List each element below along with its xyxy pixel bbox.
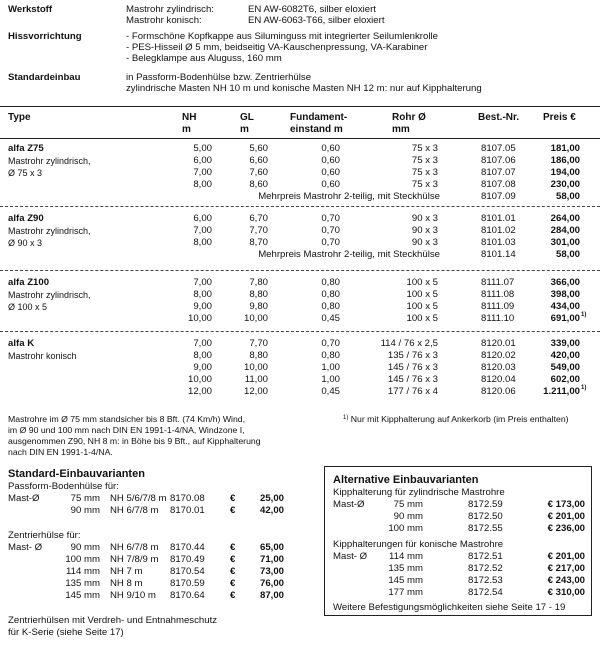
cell-fundament: 0,60 bbox=[321, 166, 340, 178]
table-row bbox=[0, 143, 600, 155]
row-nr: 8170.64 bbox=[170, 590, 205, 601]
group-divider bbox=[0, 270, 600, 271]
cell-nh: 5,00 bbox=[193, 143, 212, 154]
mast-label: Mast-Ø bbox=[8, 493, 40, 504]
cell-gl: 8,60 bbox=[249, 178, 268, 190]
cell-rohr: 177 / 76 x 4 bbox=[387, 385, 438, 397]
row-price: € 243,00 bbox=[547, 575, 585, 586]
cell-preis: 284,00 bbox=[550, 224, 580, 236]
alternative-row bbox=[333, 575, 589, 587]
row-currency: € bbox=[230, 493, 236, 504]
standard-row bbox=[8, 554, 308, 566]
cell-nh: 6,00 bbox=[193, 154, 212, 166]
row-price: 65,00 bbox=[259, 542, 284, 553]
standard-row bbox=[8, 493, 308, 505]
standard-note: für K-Serie (siehe Seite 17) bbox=[8, 627, 124, 638]
cell-best-nr: 8120.01 bbox=[481, 338, 516, 349]
group-name: alfa Z75 bbox=[8, 143, 44, 154]
col-nh: NH bbox=[182, 112, 197, 123]
row-nh: NH 7/8/9 m bbox=[110, 554, 159, 565]
row-nr: 8170.44 bbox=[170, 542, 205, 553]
cell-rohr: 145 / 76 x 3 bbox=[387, 373, 438, 385]
cell-fundament: 1,00 bbox=[321, 373, 340, 385]
cell-nh: 9,00 bbox=[193, 300, 212, 312]
alternative-box bbox=[324, 466, 592, 616]
cell-gl: 6,70 bbox=[249, 213, 268, 224]
cell-preis: 58,00 bbox=[555, 190, 580, 202]
row-price: 73,00 bbox=[259, 566, 284, 577]
cell-best-nr: 8120.04 bbox=[481, 373, 516, 385]
mast-label: Mast-Ø bbox=[333, 499, 365, 510]
col-best-nr: Best.-Nr. bbox=[478, 112, 520, 123]
cell-fundament: 0,70 bbox=[321, 224, 340, 236]
cell-preis: 420,00 bbox=[550, 349, 580, 361]
row-size: 145 mm bbox=[388, 575, 423, 586]
table-row bbox=[0, 362, 600, 374]
spec-value: Mastrohr konisch: bbox=[126, 15, 202, 26]
spec-value: - Formschöne Kopfkappe aus Siluminguss mit integrierter Seilumlenkrolle bbox=[126, 31, 438, 42]
table-header-rule bbox=[0, 138, 600, 139]
cell-rohr: 75 x 3 bbox=[411, 143, 438, 154]
spec-label: Standardeinbau bbox=[8, 72, 81, 83]
row-size: 135 mm bbox=[388, 563, 423, 574]
row-nr: 8170.49 bbox=[170, 554, 205, 565]
group-desc: Ø 75 x 3 bbox=[8, 168, 43, 178]
spec-label: Hissvorrichtung bbox=[8, 31, 82, 42]
cell-best-nr: 8111.07 bbox=[481, 277, 515, 288]
row-size: 90 mm bbox=[70, 542, 100, 553]
group-divider bbox=[0, 331, 600, 332]
cell-nh: 8,00 bbox=[193, 236, 212, 248]
col-rohr-unit: mm bbox=[392, 124, 410, 135]
group-desc: Mastrohr zylindrisch, bbox=[8, 156, 91, 166]
cell-preis: 691,00 bbox=[550, 312, 580, 324]
table-row bbox=[0, 179, 600, 191]
footnote-left bbox=[8, 414, 261, 458]
cell-rohr: 100 x 5 bbox=[406, 300, 438, 312]
spec-value: EN AW-6082T6, silber eloxiert bbox=[248, 4, 376, 15]
cell-preis: 339,00 bbox=[550, 338, 580, 349]
table-row bbox=[0, 289, 600, 301]
col-rohr: Rohr Ø bbox=[392, 112, 426, 123]
group-desc: Ø 90 x 3 bbox=[8, 238, 43, 248]
table-row-extra bbox=[0, 191, 600, 203]
cell-gl: 11,00 bbox=[244, 373, 268, 385]
footnote-text: Nur mit Kipphalterung auf Ankerkorb (im Preis enthalten) bbox=[350, 414, 569, 424]
cell-nh: 8,00 bbox=[193, 178, 212, 190]
row-currency: € bbox=[230, 554, 236, 565]
standard-row bbox=[8, 542, 308, 554]
spec-value: EN AW-6063-T66, silber eloxiert bbox=[248, 15, 385, 26]
row-price: € 236,00 bbox=[547, 523, 585, 534]
table-row bbox=[0, 225, 600, 237]
cell-preis: 194,00 bbox=[550, 166, 580, 178]
row-size: 135 mm bbox=[65, 578, 100, 589]
cell-preis: 398,00 bbox=[550, 288, 580, 300]
cell-fundament: 0,45 bbox=[321, 312, 340, 324]
table-row bbox=[0, 338, 600, 350]
row-price: 76,00 bbox=[259, 578, 284, 589]
row-nr: 8172.55 bbox=[468, 523, 503, 534]
cell-nh: 10,00 bbox=[187, 312, 212, 324]
cell-fundament: 0,80 bbox=[321, 277, 340, 288]
cell-rohr: 135 / 76 x 3 bbox=[387, 349, 438, 361]
row-nh: NH 6/7/8 m bbox=[110, 542, 159, 553]
cell-fundament: 0,70 bbox=[321, 213, 340, 224]
row-size: 90 mm bbox=[393, 511, 423, 522]
col-nh-unit: m bbox=[182, 124, 191, 135]
footnote-line: im Ø 90 und 100 mm nach DIN EN 1991-1-4/NA, Windzone I, bbox=[8, 425, 245, 435]
cell-rohr: 90 x 3 bbox=[411, 236, 438, 248]
cell-rohr: 145 / 76 x 3 bbox=[387, 361, 438, 373]
spec-value: - Belegklampe aus Aluguss, 160 mm bbox=[126, 53, 282, 64]
cell-preis: 434,00 bbox=[550, 300, 580, 312]
spec-value: in Passform-Bodenhülse bzw. Zentrierhülse bbox=[126, 72, 312, 83]
cell-best-nr: 8107.06 bbox=[481, 154, 516, 166]
group-desc: Mastrohr zylindrisch, bbox=[8, 290, 91, 300]
alternative-sub-kon: Kipphalterungen für konische Mastrohre bbox=[333, 539, 504, 550]
cell-preis: 602,00 bbox=[550, 373, 580, 385]
row-nr: 8170.08 bbox=[170, 493, 205, 504]
row-nh: NH 6/7/8 m bbox=[110, 505, 159, 516]
cell-gl: 7,70 bbox=[249, 338, 268, 349]
cell-fundament: 0,60 bbox=[321, 178, 340, 190]
row-price: € 217,00 bbox=[547, 563, 585, 574]
alternative-row bbox=[333, 587, 589, 599]
table-row bbox=[0, 167, 600, 179]
cell-rohr: 100 x 5 bbox=[406, 312, 438, 324]
row-size: 100 mm bbox=[65, 554, 100, 565]
cell-gl: 8,80 bbox=[249, 349, 268, 361]
cell-fundament: 0,60 bbox=[321, 143, 340, 154]
row-nr: 8172.50 bbox=[468, 511, 503, 522]
alternative-row bbox=[333, 523, 589, 535]
cell-best-nr: 8107.05 bbox=[481, 143, 516, 154]
alternative-title: Alternative Einbauvarianten bbox=[333, 474, 479, 486]
row-nh: NH 7 m bbox=[110, 566, 143, 577]
cell-best-nr: 8111.09 bbox=[481, 300, 515, 312]
cell-rohr: 90 x 3 bbox=[411, 213, 438, 224]
row-nr: 8172.54 bbox=[468, 587, 503, 598]
cell-nh: 12,00 bbox=[187, 385, 212, 397]
row-price: € 310,00 bbox=[547, 587, 585, 598]
cell-rohr: 75 x 3 bbox=[411, 154, 438, 166]
row-price: € 201,00 bbox=[547, 511, 585, 522]
spec-value: Mastrohr zylindrisch: bbox=[126, 4, 214, 15]
cell-gl: 7,70 bbox=[249, 224, 268, 236]
alternative-sub-zyl: Kipphalterung für zylindrische Mastrohre bbox=[333, 487, 505, 498]
row-currency: € bbox=[230, 578, 236, 589]
col-gl: GL bbox=[240, 112, 254, 123]
cell-rohr: 114 / 76 x 2,5 bbox=[380, 338, 438, 349]
row-size: 90 mm bbox=[70, 505, 100, 516]
cell-fundament: 0,70 bbox=[321, 236, 340, 248]
footnote-line: nach DIN EN 1991-1-4/NA. bbox=[8, 447, 113, 457]
cell-fundament: 0,60 bbox=[321, 154, 340, 166]
cell-fundament: 0,70 bbox=[321, 338, 340, 349]
row-size: 100 mm bbox=[388, 523, 423, 534]
cell-best-nr: 8107.08 bbox=[481, 178, 516, 190]
cell-best-nr: 8101.01 bbox=[481, 213, 516, 224]
cell-nh: 10,00 bbox=[187, 373, 212, 385]
row-nr: 8170.59 bbox=[170, 578, 205, 589]
cell-gl: 8,80 bbox=[249, 288, 268, 300]
standard-sub-zentrier: Zentrierhülse für: bbox=[8, 530, 81, 541]
table-row bbox=[0, 374, 600, 386]
cell-nh: 8,00 bbox=[193, 349, 212, 361]
col-preis: Preis € bbox=[543, 112, 576, 123]
mast-label: Mast- Ø bbox=[8, 542, 43, 553]
standard-row bbox=[8, 590, 308, 602]
cell-nh: 7,00 bbox=[193, 338, 212, 349]
row-nr: 8172.53 bbox=[468, 575, 503, 586]
table-row-extra bbox=[0, 249, 600, 261]
cell-preis: 264,00 bbox=[550, 213, 580, 224]
group-name: alfa Z100 bbox=[8, 277, 50, 288]
cell-preis: 1.211,00 bbox=[543, 385, 580, 397]
alternative-row bbox=[333, 563, 589, 575]
footnote-right bbox=[343, 414, 569, 425]
cell-gl: 6,60 bbox=[249, 154, 268, 166]
alternative-row bbox=[333, 551, 589, 563]
col-gl-unit: m bbox=[240, 124, 249, 135]
footnote-line: ausgenommen Z90, NH 8 m: in Böhe bis 9 Bft., auf Kipphalterung bbox=[8, 436, 261, 446]
cell-nh: 7,00 bbox=[193, 277, 212, 288]
row-nr: 8170.54 bbox=[170, 566, 205, 577]
table-row bbox=[0, 237, 600, 249]
col-fundament: Fundament- bbox=[290, 112, 348, 123]
cell-fundament: 1,00 bbox=[321, 361, 340, 373]
spec-value: - PES-Hisseil Ø 5 mm, beidseitig VA-Kauschenpressung, VA-Karabiner bbox=[126, 42, 428, 53]
spec-label: Werkstoff bbox=[8, 4, 53, 15]
standard-row bbox=[8, 578, 308, 590]
table-row bbox=[0, 277, 600, 289]
cell-fundament: 0,80 bbox=[321, 349, 340, 361]
footnote-marker: 1) bbox=[343, 415, 349, 421]
group-desc: Ø 100 x 5 bbox=[8, 302, 48, 312]
row-currency: € bbox=[230, 542, 236, 553]
cell-nh: 8,00 bbox=[193, 288, 212, 300]
cell-rohr: 90 x 3 bbox=[411, 224, 438, 236]
cell-gl: 8,70 bbox=[249, 236, 268, 248]
row-nr: 8172.59 bbox=[468, 499, 503, 510]
row-nh: NH 9/10 m bbox=[110, 590, 156, 601]
cell-preis-footnote: 1) bbox=[581, 384, 587, 391]
cell-best-nr: 8101.02 bbox=[481, 224, 516, 236]
cell-nh: 7,00 bbox=[193, 166, 212, 178]
cell-fundament: 0,45 bbox=[321, 385, 340, 397]
cell-rohr: 75 x 3 bbox=[411, 166, 438, 178]
row-size: 145 mm bbox=[65, 590, 100, 601]
cell-preis: 366,00 bbox=[550, 277, 580, 288]
standard-sub-passform: Passform-Bodenhülse für: bbox=[8, 481, 119, 492]
cell-preis: 301,00 bbox=[550, 236, 580, 248]
cell-fundament: 0,80 bbox=[321, 300, 340, 312]
cell-fundament: 0,80 bbox=[321, 288, 340, 300]
row-nh: NH 8 m bbox=[110, 578, 143, 589]
group-divider bbox=[0, 206, 600, 207]
cell-best-nr: 8111.10 bbox=[481, 312, 515, 324]
table-row bbox=[0, 213, 600, 225]
group-name: alfa Z90 bbox=[8, 213, 44, 224]
row-size: 75 mm bbox=[393, 499, 423, 510]
row-currency: € bbox=[230, 566, 236, 577]
col-type: Type bbox=[8, 112, 31, 123]
row-size: 177 mm bbox=[388, 587, 423, 598]
table-top-rule bbox=[0, 106, 600, 107]
alternative-note: Weitere Befestigungsmöglichkeiten siehe Seite 17 - 19 bbox=[333, 602, 566, 613]
cell-best-nr: 8101.14 bbox=[481, 248, 516, 260]
cell-gl: 9,80 bbox=[249, 300, 268, 312]
mast-label: Mast- Ø bbox=[333, 551, 368, 562]
cell-rohr: 75 x 3 bbox=[411, 178, 438, 190]
row-price: € 201,00 bbox=[547, 551, 585, 562]
cell-gl: 7,60 bbox=[249, 166, 268, 178]
cell-preis-footnote: 1) bbox=[581, 311, 587, 318]
group-desc: Mastrohr zylindrisch, bbox=[8, 226, 91, 236]
cell-gl: 12,00 bbox=[243, 385, 268, 397]
alternative-row bbox=[333, 511, 589, 523]
cell-best-nr: 8120.03 bbox=[481, 361, 516, 373]
cell-nh: 6,00 bbox=[193, 213, 212, 224]
row-nr: 8172.52 bbox=[468, 563, 503, 574]
cell-best-nr: 8111.08 bbox=[481, 288, 515, 300]
standard-title: Standard-Einbauvarianten bbox=[8, 468, 145, 480]
row-size: 75 mm bbox=[70, 493, 100, 504]
table-row bbox=[0, 301, 600, 313]
cell-preis: 181,00 bbox=[550, 143, 580, 154]
row-size: 114 mm bbox=[66, 566, 100, 577]
cell-best-nr: 8120.06 bbox=[481, 385, 516, 397]
standard-row bbox=[8, 566, 308, 578]
cell-best-nr: 8107.09 bbox=[481, 190, 516, 202]
row-nr: 8170.01 bbox=[170, 505, 205, 516]
table-row bbox=[0, 313, 600, 325]
row-price: € 173,00 bbox=[547, 499, 585, 510]
row-nh: NH 5/6/7/8 m bbox=[110, 493, 167, 504]
row-price: 25,00 bbox=[259, 493, 284, 504]
row-currency: € bbox=[230, 505, 236, 516]
row-price: 42,00 bbox=[259, 505, 284, 516]
cell-best-nr: 8101.03 bbox=[481, 236, 516, 248]
row-price: 87,00 bbox=[259, 590, 284, 601]
cell-rohr: 100 x 5 bbox=[406, 277, 438, 288]
group-name: alfa K bbox=[8, 338, 35, 349]
cell-preis: 230,00 bbox=[550, 178, 580, 190]
cell-preis: 186,00 bbox=[550, 154, 580, 166]
table-row bbox=[0, 386, 600, 398]
cell-extra-text: Mehrpreis Mastrohr 2-teilig, mit Steckhülse bbox=[258, 190, 440, 202]
row-nr: 8172.51 bbox=[468, 551, 503, 562]
cell-gl: 7,80 bbox=[249, 277, 268, 288]
standard-row bbox=[8, 505, 308, 517]
cell-best-nr: 8107.07 bbox=[481, 166, 516, 178]
group-desc: Mastrohr konisch bbox=[8, 351, 77, 361]
cell-nh: 7,00 bbox=[193, 224, 212, 236]
table-row bbox=[0, 155, 600, 167]
cell-rohr: 100 x 5 bbox=[406, 288, 438, 300]
cell-best-nr: 8120.02 bbox=[481, 349, 516, 361]
row-size: 114 mm bbox=[389, 551, 423, 562]
alternative-row bbox=[333, 499, 589, 511]
col-fundament-unit: einstand m bbox=[290, 124, 343, 135]
table-row bbox=[0, 350, 600, 362]
cell-gl: 5,60 bbox=[249, 143, 268, 154]
spec-value: zylindrische Masten NH 10 m und konische Masten NH 12 m: nur auf Kipphalterung bbox=[126, 83, 482, 94]
cell-gl: 10,00 bbox=[243, 312, 268, 324]
cell-preis: 549,00 bbox=[550, 361, 580, 373]
cell-preis: 58,00 bbox=[555, 248, 580, 260]
cell-extra-text: Mehrpreis Mastrohr 2-teilig, mit Steckhülse bbox=[258, 248, 440, 260]
footnote-line: Mastrohre im Ø 75 mm standsicher bis 8 Bft. (74 Km/h) Wind, bbox=[8, 414, 246, 424]
cell-gl: 10,00 bbox=[243, 361, 268, 373]
row-currency: € bbox=[230, 590, 236, 601]
standard-note: Zentrierhülsen mit Verdreh- und Entnahmeschutz bbox=[8, 615, 218, 626]
row-price: 71,00 bbox=[259, 554, 284, 565]
cell-nh: 9,00 bbox=[193, 361, 212, 373]
